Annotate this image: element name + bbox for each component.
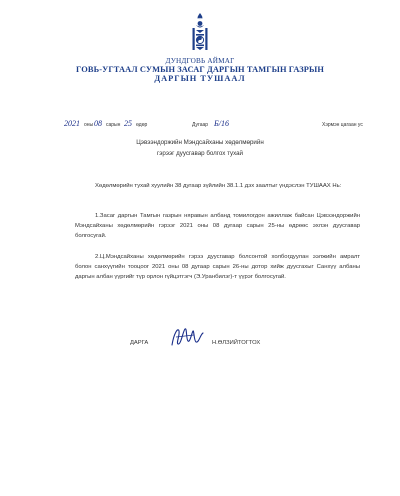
body-paragraph-clause-2: 2.Ц.Мэндсайханы хөдөлмөрийн гэрээ дуусгавар болсонтой холбогдуулан ээлжийн амралт болон санхүүгийн тооцоог 2021 оны 08 дугаар сарын 26-ны дотор хийж дуусгахыг Санхүү албаны даргын албан үүргийг түр орлон гүйцэтгэгч (Э.Уранбилэг)-т үүрэг болгосугай. (75, 254, 360, 280)
subject-line-1: Цэвээндоржийн Мэндсайханы хөдөлмөрийн (136, 139, 264, 146)
date-day-handwritten: 25 (124, 119, 132, 128)
body-paragraph-clause-1: 1.Засаг даргын Тамгын газрын няравын албанд томилогдон ажиллаж байсан Цэвээндоржийн Мэндсайханы хөдөлмөрийн гэрээг 2021 оны 08 дугаар сарын 25-ны өдрөөс эхлэн дуусгавар болгосугай. (75, 213, 360, 239)
handwritten-signature (166, 323, 208, 351)
date-month-suffix: сарын (106, 122, 121, 128)
header-order-title: ДАРГЫН ТУШААЛ (154, 74, 246, 83)
date-year-suffix: оны (84, 122, 94, 128)
date-month-handwritten: 08 (94, 119, 102, 128)
date-year-handwritten: 2021 (64, 119, 80, 128)
header-office: ГОВЬ-УГТААЛ СУМЫН ЗАСАГ ДАРГЫН ТАМГЫН ГАЗРЫН (76, 65, 324, 74)
order-number-label: Дугаар (192, 122, 209, 128)
order-number-handwritten: Б/16 (214, 119, 229, 128)
header-province: ДУНДГОВЬ АЙМАГ (165, 57, 235, 65)
soyombo-emblem-icon (188, 12, 212, 54)
date-day-suffix: өдөр (136, 122, 148, 128)
signatory-title: ДАРГА (130, 340, 149, 346)
issue-place: Хэрмэн цагаан ус (322, 122, 363, 128)
signatory-name: Н.ӨЛЗИЙТОГТОХ (212, 340, 261, 346)
body-paragraph-basis: Хөдөлмөрийн тухай хуулийн 38 дугаар зүйлийн 38.1.1 дэх заалтыг үндэслэн ТУШААХ Нь: (95, 183, 342, 189)
subject-line-2: гэрээг дуусгавар болгох тухай (156, 150, 244, 157)
